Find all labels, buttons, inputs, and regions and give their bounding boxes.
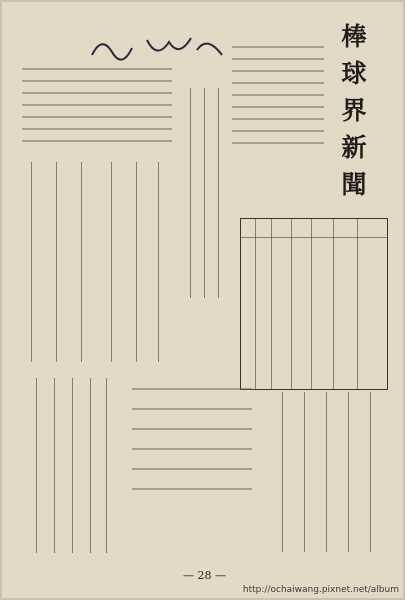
- left-column-text: [22, 62, 172, 152]
- title-char: 界: [341, 96, 367, 125]
- watermark-url: http://ochaiwang.pixnet.net/album: [242, 585, 399, 595]
- title-char: 球: [341, 59, 367, 88]
- page-title: [333, 18, 375, 203]
- title-char: 棒: [341, 22, 367, 51]
- magazine-page: [2, 2, 403, 598]
- page-number: — 28 —: [183, 569, 226, 582]
- title-char: 新: [341, 133, 367, 162]
- headline-band: [180, 88, 230, 298]
- box-score-table: [24, 378, 118, 553]
- results-block-left: [16, 162, 166, 362]
- title-char: 聞: [341, 170, 367, 199]
- results-block-right: [264, 392, 394, 552]
- results-block-middle: [132, 378, 252, 538]
- article-intro-text: [232, 38, 324, 158]
- score-table-right: [240, 218, 388, 390]
